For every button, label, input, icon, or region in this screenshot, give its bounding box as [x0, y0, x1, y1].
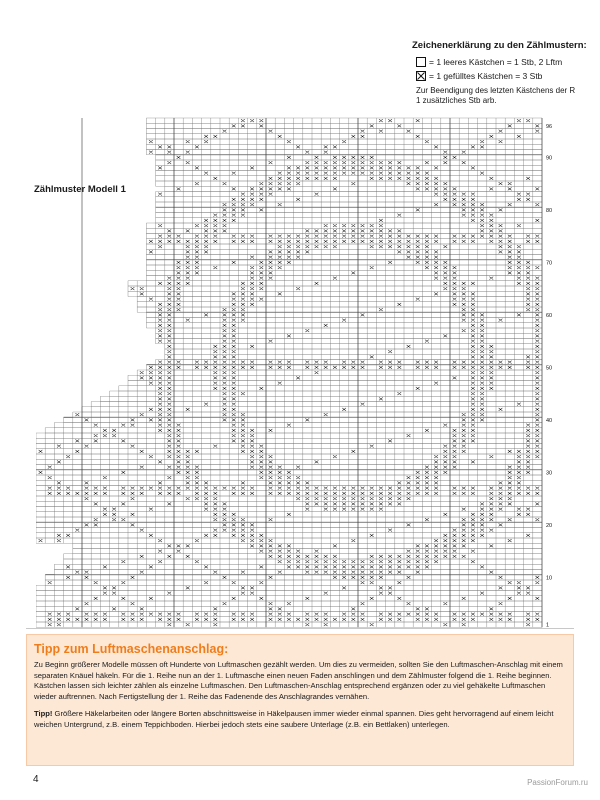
grid-column-lines — [128, 375, 542, 380]
filled-square-marks — [167, 229, 502, 232]
filled-square-marks — [223, 130, 540, 133]
grid-column-lines — [36, 528, 542, 533]
grid-column-lines — [54, 423, 542, 428]
row-label: 90 — [546, 155, 553, 162]
grid-column-lines — [146, 118, 542, 123]
filled-square-marks — [232, 198, 530, 201]
grid-column-lines — [156, 360, 542, 365]
grid-column-lines — [146, 123, 542, 128]
grid-column-lines — [36, 459, 542, 464]
filled-square-marks — [213, 214, 493, 217]
row-label: 40 — [546, 417, 553, 424]
filled-square-marks — [94, 597, 539, 600]
filled-square-marks — [177, 271, 530, 274]
filled-square-marks — [48, 466, 530, 469]
grid-column-lines — [156, 160, 542, 165]
filled-square-marks — [177, 156, 457, 159]
filled-square-marks — [149, 140, 502, 143]
filled-square-marks — [103, 592, 530, 595]
grid-column-lines — [36, 438, 542, 443]
grid-column-lines — [36, 444, 542, 449]
grid-column-lines — [156, 339, 542, 344]
filled-square-marks — [167, 161, 465, 164]
filled-square-marks — [186, 256, 521, 259]
filled-square-marks — [131, 287, 540, 290]
grid-column-lines — [156, 181, 542, 186]
filled-square-marks — [204, 135, 521, 138]
watermark: PassionForum.ru — [527, 778, 588, 787]
grid-column-lines — [156, 197, 542, 202]
row-label: 96 — [546, 123, 553, 130]
filled-square-marks — [121, 560, 474, 563]
grid-column-lines — [36, 454, 542, 459]
filled-square-marks — [149, 240, 539, 243]
grid-column-lines — [137, 302, 542, 307]
grid-column-lines — [146, 129, 542, 134]
grid-column-lines — [165, 344, 542, 349]
grid-column-lines — [36, 596, 542, 601]
grid-column-lines — [45, 428, 542, 433]
grid-column-lines — [137, 370, 542, 375]
tip-paragraph-1: Zu Beginn größerer Modelle müssen oft Hunderte von Luftmaschen gezählt werden. Um dies zu vermeiden, sollten Sie den Luftmaschen-Anschlag mit einem separaten Knäuel häkeln. Für die 1. Reihe nun an der 1. Luftmasche einen neuen Faden anschlingen und dem Zählmuster folgend die 1. Reihe beginnen. Kästchen lassen sich leichter zählen als einzelne Luftmaschen. Den Luftmaschen-Anschlag entsprechend ergänzen oder zu viel gehäkelte Luftmaschen wieder auftrennen. Nach Fertigstellung der 1. Reihe das Fadenende des Anschlagrandes vernähen. — [34, 660, 563, 701]
legend-title: Zeichenerklärung zu den Zählmustern: — [412, 40, 587, 51]
row-label: 30 — [546, 470, 553, 477]
filled-square-marks — [48, 623, 530, 626]
filled-square-marks — [57, 445, 539, 448]
grid-column-lines — [146, 276, 542, 281]
filled-square-marks — [204, 172, 484, 175]
filled-square-marks — [167, 277, 539, 280]
grid-column-lines — [64, 554, 542, 559]
grid-column-lines — [128, 381, 542, 386]
tip-title: Tipp zum Luftmaschenanschlag: — [34, 642, 229, 656]
legend-filled-text: = 1 gefülltes Kästchen = 3 Stb — [429, 71, 543, 81]
grid-column-lines — [36, 517, 542, 522]
filled-square-marks — [75, 413, 539, 416]
grid-column-lines — [146, 144, 542, 149]
grid-column-lines — [128, 281, 542, 286]
legend-empty-text: = 1 leeres Kästchen = 1 Stb, 2 Lftm — [429, 57, 563, 67]
row-label: 70 — [546, 260, 553, 267]
filled-square-marks — [149, 298, 539, 301]
row-label: 1 — [546, 622, 550, 628]
grid-column-lines — [36, 501, 542, 506]
grid-column-lines — [45, 575, 542, 580]
grid-column-lines — [73, 412, 542, 417]
grid-column-lines — [156, 165, 542, 170]
filled-square-marks — [94, 424, 539, 427]
filled-square-marks — [204, 219, 539, 222]
tip-box — [26, 634, 574, 766]
filled-square-marks — [177, 261, 530, 264]
filled-square-marks — [167, 345, 539, 348]
grid-column-lines — [165, 349, 542, 354]
grid-column-lines — [165, 186, 542, 191]
grid-column-lines — [36, 507, 542, 512]
filled-square-marks — [85, 497, 512, 500]
page-number: 4 — [33, 774, 39, 785]
grid-column-lines — [156, 192, 542, 197]
grid-column-lines — [156, 213, 542, 218]
filled-square-marks — [158, 193, 530, 196]
row-label: 10 — [546, 575, 553, 582]
filled-square-marks — [103, 513, 530, 516]
grid-column-lines — [73, 543, 542, 548]
grid-column-lines — [128, 291, 542, 296]
filled-square-marks — [223, 208, 503, 211]
filled-square-marks — [149, 366, 539, 369]
grid-column-lines — [45, 580, 542, 585]
legend — [412, 40, 592, 106]
filled-square-marks — [167, 350, 539, 353]
grid-column-lines — [156, 155, 542, 160]
tip-lead: Tipp! — [34, 709, 53, 719]
empty-box-icon — [416, 57, 426, 67]
filled-square-marks — [149, 408, 539, 411]
grid-column-lines — [100, 396, 542, 401]
filled-square-marks — [57, 481, 521, 484]
grid-column-lines — [128, 286, 542, 291]
filled-square-marks — [149, 151, 466, 154]
grid-column-lines — [36, 538, 542, 543]
grid-column-lines — [36, 591, 542, 596]
grid-column-lines — [54, 570, 542, 575]
chart-marks — [39, 119, 540, 626]
filled-square-marks — [103, 586, 530, 589]
grid-column-lines — [156, 328, 542, 333]
filled-box-icon — [416, 71, 426, 81]
grid-column-lines — [146, 150, 542, 155]
grid-column-lines — [146, 255, 542, 260]
grid-column-lines — [156, 207, 542, 212]
filled-square-marks — [94, 434, 539, 437]
filled-square-marks — [103, 508, 530, 511]
grid-column-lines — [91, 402, 542, 407]
grid-column-lines — [146, 270, 542, 275]
grid-column-lines — [36, 465, 542, 470]
filled-square-marks — [94, 518, 539, 521]
grid-column-lines — [73, 549, 542, 554]
grid-column-lines — [156, 176, 542, 181]
grid-column-lines — [64, 559, 542, 564]
tip-paragraph-2-text: Größere Häkelarbeiten oder längere Borten abschnittsweise in Häkelpausen immer wieder einmal spannen. Dies geht hervorragend auf einem leicht weichen Untergrund, z.B. einem Teppichboden. Hierbei jedoch stets eine saubere Unterlage (z.B. ein Bettlaken) unterlegen. — [34, 709, 554, 729]
filled-square-marks — [213, 177, 530, 180]
grid-column-lines — [36, 496, 542, 501]
filled-square-marks — [167, 355, 539, 358]
grid-column-lines — [36, 522, 542, 527]
grid-column-lines — [119, 386, 542, 391]
grid-column-lines — [36, 533, 542, 538]
legend-row-filled — [416, 70, 592, 82]
row-label: 60 — [546, 312, 553, 319]
grid-column-lines — [36, 585, 542, 590]
filled-square-marks — [149, 250, 521, 253]
grid-column-lines — [156, 333, 542, 338]
grid-column-lines — [36, 622, 542, 627]
chart-label: Zählmuster Modell 1 — [34, 184, 126, 195]
grid-column-lines — [146, 265, 542, 270]
filled-square-marks — [94, 502, 539, 505]
divider — [26, 628, 574, 629]
filled-square-marks — [158, 166, 475, 169]
filled-square-marks — [158, 550, 475, 553]
filled-square-marks — [149, 382, 539, 385]
grid-column-lines — [64, 417, 542, 422]
grid-column-lines — [156, 171, 542, 176]
filled-square-marks — [39, 450, 540, 453]
row-label: 80 — [546, 207, 553, 214]
grid-column-lines — [156, 202, 542, 207]
x-mark-icon — [417, 72, 425, 80]
grid-column-lines — [165, 354, 542, 359]
tip-paragraph-2 — [34, 709, 565, 730]
grid-column-lines — [110, 391, 542, 396]
grid-column-lines — [36, 449, 542, 454]
crochet-chart — [36, 116, 576, 628]
grid-column-lines — [36, 433, 542, 438]
row-label: 50 — [546, 365, 553, 372]
grid-column-lines — [137, 297, 542, 302]
legend-row-empty — [416, 56, 592, 68]
filled-square-marks — [195, 182, 512, 185]
filled-square-marks — [75, 439, 539, 442]
filled-square-marks — [223, 203, 540, 206]
grid-column-lines — [146, 323, 542, 328]
grid-column-lines — [137, 307, 542, 312]
grid-column-lines — [156, 218, 542, 223]
grid-column-lines — [36, 606, 542, 611]
legend-note: Zur Beendigung des letzten Kästchens der R 1 zusätzliches Stb arb. — [416, 86, 576, 105]
row-label: 20 — [546, 522, 553, 529]
grid-column-lines — [146, 260, 542, 265]
